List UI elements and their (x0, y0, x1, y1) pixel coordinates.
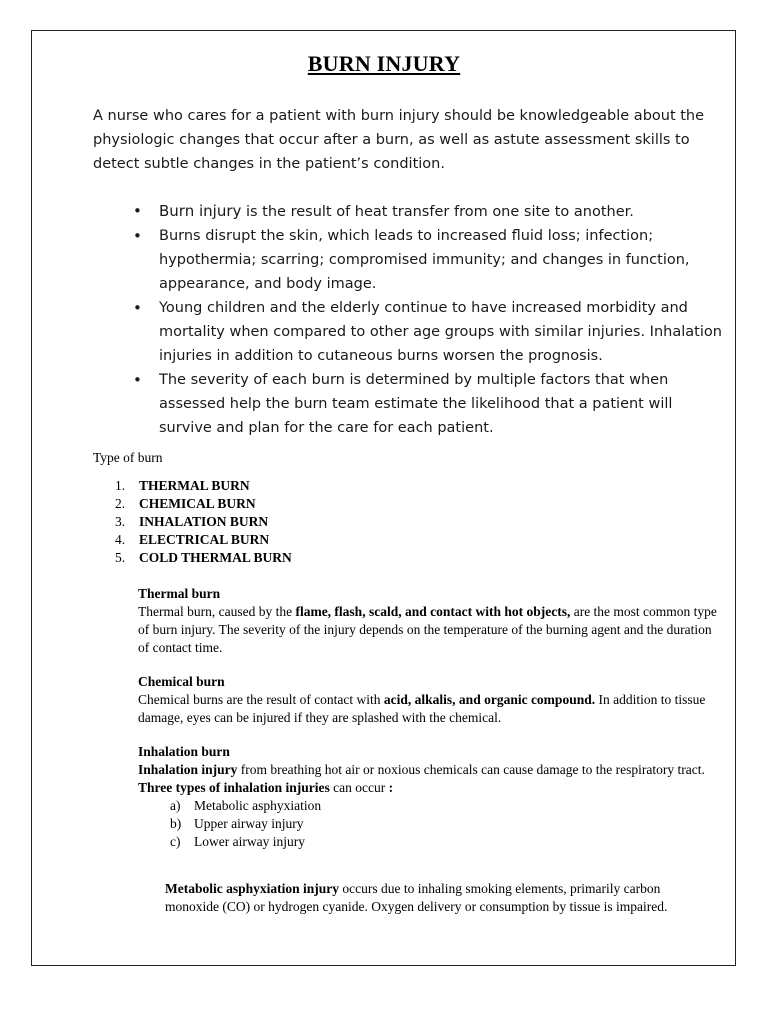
intro-paragraph: A nurse who cares for a patient with burn injury should be knowledgeable about the physiologic changes that occur after a burn, as well as astute assessment skills to detect subtle changes in the patient’s condition. (93, 108, 705, 172)
section-body: Three types of inhalation injuries can occur : (138, 780, 394, 795)
burn-type-list (115, 477, 292, 567)
bullet-icon: • (133, 371, 142, 389)
section-heading: Inhalation burn (138, 744, 230, 759)
bullet-text: Burns disrupt the skin, which leads to increased fluid loss; infection; hypothermia; scarring; compromised immunity; and changes in function, appearance, and body image. (159, 228, 690, 292)
list-item: 5. COLD THERMAL BURN (115, 550, 292, 565)
list-item (133, 368, 723, 440)
section-body: Inhalation injury from breathing hot air or noxious chemicals can cause damage to the respiratory tract. (138, 762, 705, 777)
bullet-lead: Burn injury (159, 202, 242, 220)
type-of-burn-label: Type of burn (93, 450, 163, 465)
bullet-icon: • (133, 202, 142, 220)
section-body: Chemical burns are the result of contact with acid, alkalis, and organic compound. In addition to tissue damage, eyes can be injured if they are splashed with the chemical. (138, 692, 706, 725)
list-item (133, 199, 723, 224)
section-body: Thermal burn, caused by the flame, flash, scald, and contact with hot objects, are the most common type of burn injury. The severity of the injury depends on the temperature of the burning agent and the duration of contact time. (138, 604, 717, 655)
list-item: c) Lower airway injury (170, 834, 305, 849)
bullet-text: Young children and the elderly continue to have increased morbidity and mortality when compared to other age groups with similar injuries. Inhalation injuries in addition to cutaneous burns worsen the prognosis. (159, 300, 722, 364)
list-item: 2. CHEMICAL BURN (115, 496, 256, 511)
list-item: 4. ELECTRICAL BURN (115, 532, 270, 547)
bullet-icon: • (133, 227, 142, 245)
thermal-burn-section (138, 585, 718, 657)
section-heading: Chemical burn (138, 674, 225, 689)
list-item: a) Metabolic asphyxiation (170, 798, 322, 813)
inhalation-types-list (170, 797, 718, 851)
list-item (133, 224, 723, 296)
bullet-text: is the result of heat transfer from one site to another. (241, 204, 634, 220)
section-heading: Thermal burn (138, 586, 221, 601)
list-item (133, 296, 723, 368)
metabolic-asphyxiation-paragraph: Metabolic asphyxiation injury occurs due to inhaling smoking elements, primarily carbon monoxide (CO) or hydrogen cyanide. Oxygen delivery or consumption by tissue is impaired. (165, 881, 668, 914)
list-item: 1. THERMAL BURN (115, 478, 250, 493)
bullet-icon: • (133, 299, 142, 317)
bullet-list (133, 199, 723, 440)
inhalation-burn-section (138, 743, 718, 851)
bullet-text: The severity of each burn is determined by multiple factors that when assessed help the burn team estimate the likelihood that a patient will survive and plan for the care for each patient. (159, 372, 673, 436)
page-title: BURN INJURY (307, 51, 461, 76)
list-item: 3. INHALATION BURN (115, 514, 269, 529)
list-item: b) Upper airway injury (170, 816, 304, 831)
chemical-burn-section (138, 673, 718, 727)
